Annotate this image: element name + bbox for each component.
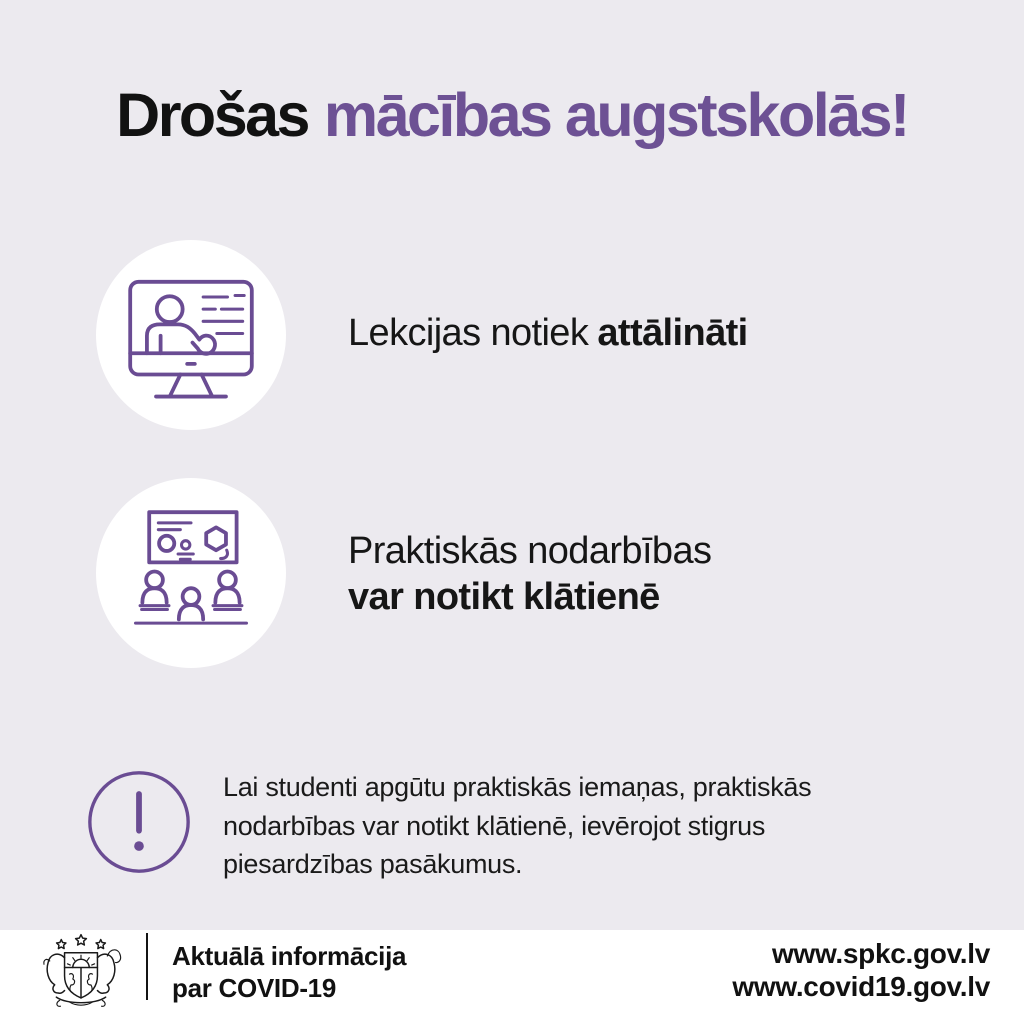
note-line-3: piesardzības pasākumus. (223, 849, 523, 879)
row1-bold-text: attālināti (597, 312, 748, 354)
practical-class-icon-circle (96, 478, 286, 668)
group-practical-class-icon (115, 497, 267, 649)
footer-bar (0, 930, 1024, 1024)
note-line-1: Lai studenti apgūtu praktiskās iemaņas, praktiskās (223, 772, 812, 802)
website-covid19: www.covid19.gov.lv (732, 971, 990, 1002)
row2-regular-line: Praktiskās nodarbības (348, 530, 712, 572)
footer-info-label (172, 940, 406, 1004)
remote-lecture-monitor-icon (115, 259, 267, 411)
remote-lecture-text (348, 310, 748, 356)
row2-bold-line: var notikt klātienē (348, 576, 660, 618)
remote-lecture-icon-circle (96, 240, 286, 430)
page-title (0, 82, 1024, 149)
title-purple-part: mācības augstskolās! (323, 81, 908, 149)
note-line-2: nodarbības var notikt klātienē, ievērojot stigrus (223, 810, 766, 841)
footer-info-line-2: par COVID-19 (172, 973, 337, 1003)
note-text (223, 768, 811, 884)
footer-info-line-1: Aktuālā informācija (172, 941, 407, 971)
footer-websites (732, 937, 990, 1003)
latvia-coat-of-arms-icon (30, 933, 132, 1007)
practical-class-text (348, 528, 711, 620)
footer-divider-line (146, 933, 148, 1000)
row1-regular-text: Lekcijas notiek (348, 312, 589, 354)
website-spkc: www.spkc.gov.lv (771, 938, 990, 969)
title-black-part: Drošas (116, 81, 308, 149)
exclamation-circle-icon (86, 769, 192, 875)
